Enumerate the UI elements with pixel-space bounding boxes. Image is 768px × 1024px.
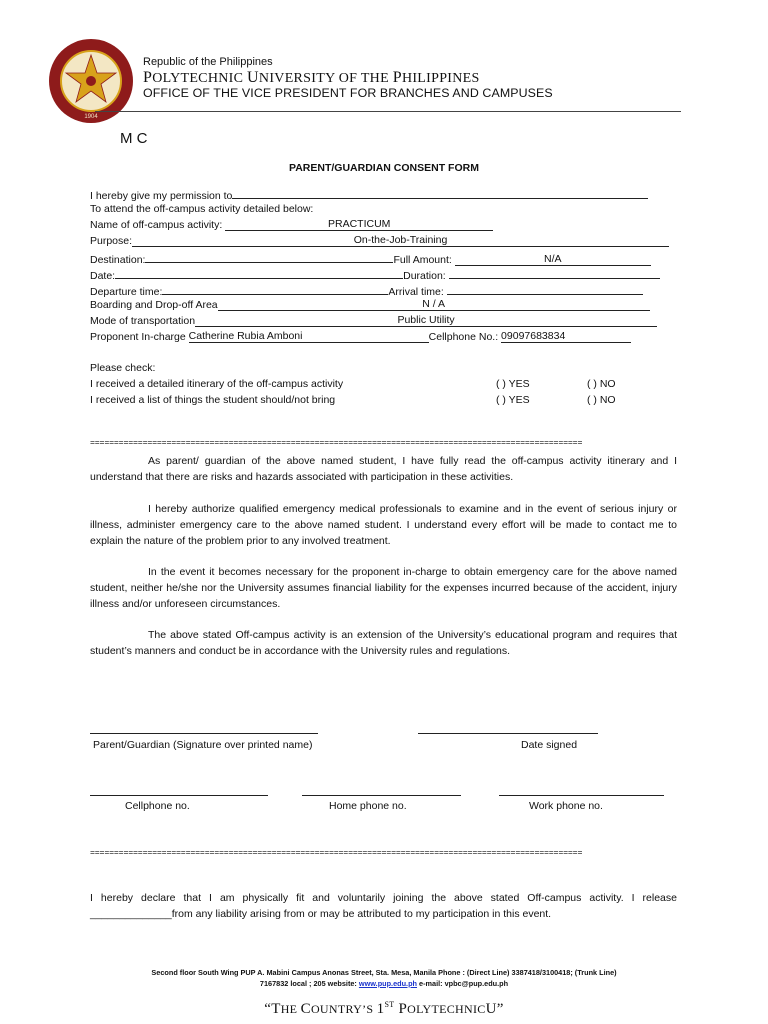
form-mark: M C	[120, 130, 148, 147]
purpose-row: Purpose: On-the-Job-Training	[90, 235, 669, 247]
proponent-field[interactable]: Catherine Rubia Amboni	[189, 331, 429, 343]
please-check-heading: Please check:	[90, 362, 156, 374]
boarding-row: Boarding and Drop-off Area N / A	[90, 299, 650, 311]
form-title: PARENT/GUARDIAN CONSENT FORM	[289, 162, 479, 174]
list-yes-checkbox[interactable]: ( ) YES	[496, 394, 530, 406]
permission-field[interactable]	[232, 187, 648, 199]
website-link[interactable]: www.pup.edu.ph	[358, 979, 418, 988]
arrival-field[interactable]	[447, 283, 643, 295]
transport-row: Mode of transportation Public Utility	[90, 315, 657, 327]
transport-field[interactable]: Public Utility	[195, 315, 657, 327]
boarding-field[interactable]: N / A	[218, 299, 650, 311]
seal-year: 1904	[84, 114, 98, 120]
attend-label: To attend the off-campus activity detailed below:	[90, 203, 314, 215]
parent-signature-line[interactable]	[90, 733, 318, 734]
list-no-checkbox[interactable]: ( ) NO	[587, 394, 616, 406]
itinerary-no-checkbox[interactable]: ( ) NO	[587, 378, 616, 390]
check-item-list: I received a list of things the student should/not bring	[90, 394, 336, 406]
itinerary-yes-checkbox[interactable]: ( ) YES	[496, 378, 530, 390]
header-divider	[95, 111, 681, 112]
full-amount-field[interactable]: N/A	[455, 254, 651, 266]
declaration-paragraph: I hereby declare that I am physically fit and voluntarily joining the above stated Off-campus activity. I release ______________from any liability arising from or may be attributed to my participation in this event.	[90, 892, 677, 920]
check-item-itinerary: I received a detailed itinerary of the off-campus activity	[90, 378, 344, 390]
paragraph-conduct: The above stated Off-campus activity is an extension of the University’s educational program and requires that student’s manners and conduct be in accordance with the University rules and regulations.	[90, 629, 677, 657]
duration-field[interactable]	[449, 267, 660, 279]
separator-top: =======================================================================================================	[90, 439, 583, 448]
departure-field[interactable]	[162, 283, 388, 295]
permission-row: I hereby give my permission to	[90, 187, 648, 202]
republic-label: Republic of the Philippines	[143, 56, 273, 68]
cellphone-label: Cellphone no.	[125, 800, 190, 812]
date-row: Date: Duration:	[90, 267, 660, 282]
destination-row: Destination: Full Amount: N/A	[90, 251, 651, 266]
paragraph-medical-authorization: I hereby authorize qualified emergency medical professionals to examine and in the event of serious injury or illness, administer emergency care to the above named student. I understand every effort will be made to contact me to explain the nature of the problem prior to any involved treatment.	[90, 503, 677, 547]
proponent-cellphone-field[interactable]: 09097683834	[501, 331, 631, 343]
work-phone-line[interactable]	[499, 795, 664, 796]
purpose-field[interactable]: On-the-Job-Training	[132, 235, 669, 247]
paragraph-parent-acknowledgement: As parent/ guardian of the above named student, I have fully read the off-campus activity itinerary and I understand that there are risks and hazards associated with participation in these activities.	[90, 455, 677, 483]
release-blank[interactable]: ______________	[90, 908, 172, 920]
date-signed-label: Date signed	[521, 739, 578, 751]
paragraph-liability: In the event it becomes necessary for the proponent in-charge to obtain emergency care for the above named student, neither he/she nor the University assumes financial liability for the expenses incurred because of the accident, injury illness and/or unforeseen circumstances.	[90, 566, 677, 610]
activity-row: Name of off-campus activity: PRACTICUM	[90, 219, 493, 231]
university-name: POLYTECHNIC UNIVERSITY OF THE PHILIPPINES	[143, 69, 480, 86]
separator-bottom: =======================================================================================================	[90, 849, 583, 858]
activity-field[interactable]: PRACTICUM	[225, 219, 493, 231]
office-name: OFFICE OF THE VICE PRESIDENT FOR BRANCHES AND CAMPUSES	[143, 86, 553, 100]
proponent-row: Proponent In-charge Catherine Rubia Amboni Cellphone No.: 09097683834	[90, 331, 631, 343]
work-phone-label: Work phone no.	[529, 800, 603, 812]
destination-field[interactable]	[145, 251, 393, 263]
home-phone-line[interactable]	[302, 795, 461, 796]
footer-address: Second floor South Wing PUP A. Mabini Campus Anonas Street, Sta. Mesa, Manila Phone : (Direct Line) 3387418/3100418; (Trunk Line)	[151, 968, 617, 977]
motto: “THE COUNTRY’S 1ST POLYTECHNICU”	[264, 1000, 504, 1017]
date-field[interactable]	[115, 267, 403, 279]
parent-signature-label: Parent/Guardian (Signature over printed name)	[93, 739, 313, 751]
departure-row: Departure time: Arrival time:	[90, 283, 643, 298]
cellphone-line[interactable]	[90, 795, 268, 796]
date-signed-line[interactable]	[418, 733, 598, 734]
footer-contact: 7167832 local ; 205 website: www.pup.edu.ph e-mail: vpbc@pup.edu.ph	[259, 979, 509, 988]
home-phone-label: Home phone no.	[329, 800, 407, 812]
